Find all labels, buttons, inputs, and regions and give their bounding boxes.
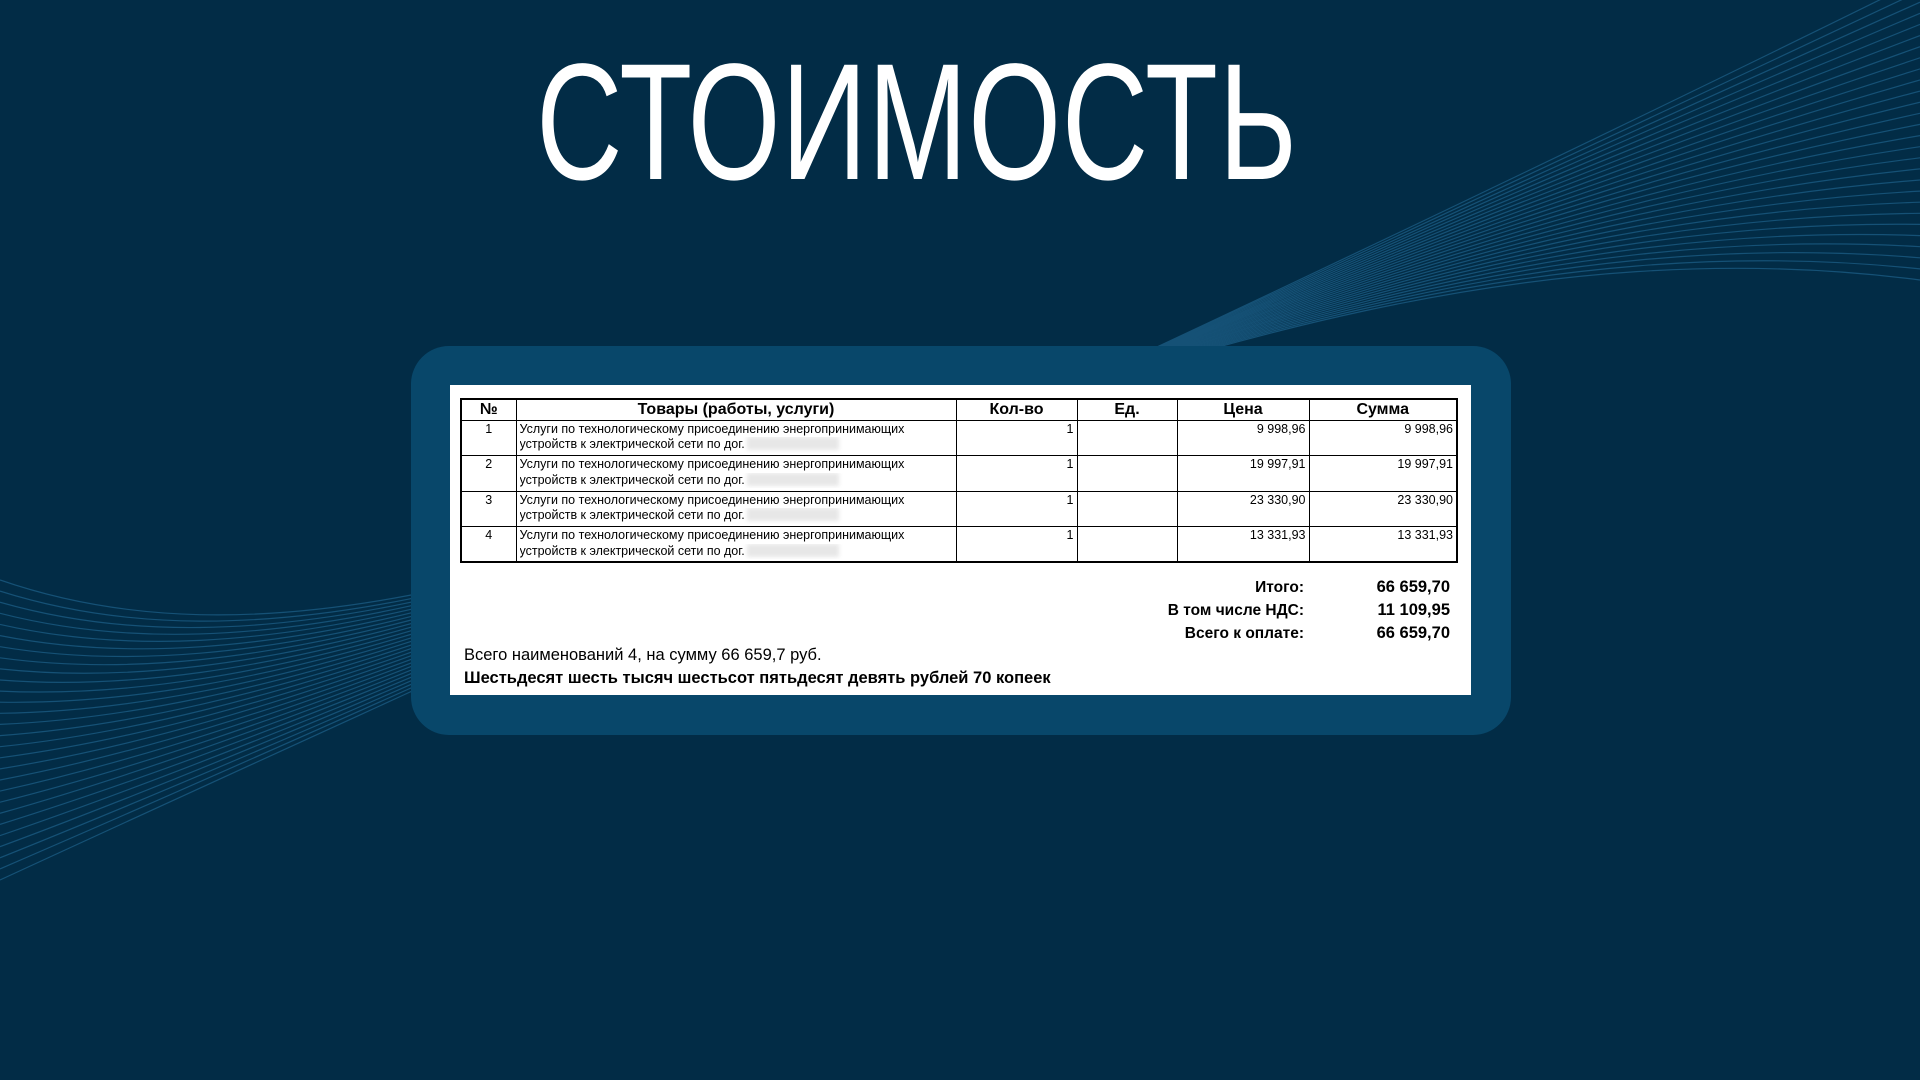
row-price: 23 330,90	[1177, 491, 1309, 527]
row-description-line	[520, 437, 953, 453]
row-price: 19 997,91	[1177, 456, 1309, 492]
table-header-row	[461, 399, 1457, 420]
row-description-line: Услуги по технологическому присоединению энергопринимающих	[519, 492, 905, 507]
items-count-summary: Всего наименований 4, на сумму 66 659,7 руб.	[464, 646, 822, 664]
row-quantity: 1	[956, 491, 1077, 527]
table-row	[461, 420, 1457, 456]
row-number: 3	[461, 491, 516, 527]
row-price: 13 331,93	[1177, 527, 1309, 563]
row-quantity: 1	[956, 527, 1077, 563]
total-row	[1030, 576, 1450, 599]
amount-due-label: Всего к оплате:	[1184, 625, 1304, 642]
row-description-line: Услуги по технологическому присоединению энергопринимающих	[519, 421, 905, 436]
invoice-totals	[1030, 576, 1450, 645]
row-description-text: устройств к электрической сети по дог.	[519, 472, 745, 487]
header-qty: Кол-во	[956, 399, 1077, 420]
header-price: Цена	[1177, 399, 1309, 420]
row-description	[516, 420, 956, 456]
vat-label: В том числе НДС:	[1167, 602, 1304, 619]
table-row	[461, 456, 1457, 492]
header-unit: Ед.	[1077, 399, 1177, 420]
row-price: 9 998,96	[1177, 420, 1309, 456]
invoice-document	[450, 385, 1471, 695]
row-sum: 13 331,93	[1309, 527, 1457, 563]
row-description-line	[520, 473, 953, 489]
row-number: 2	[461, 456, 516, 492]
row-description-line: Услуги по технологическому присоединению энергопринимающих	[519, 457, 905, 471]
table-row	[461, 527, 1457, 563]
row-unit	[1077, 456, 1177, 492]
redacted-contract-number	[747, 437, 839, 450]
row-sum: 19 997,91	[1309, 456, 1457, 492]
redacted-contract-number	[747, 508, 839, 521]
vat-row	[1030, 599, 1450, 622]
page-title: СТОИМОСТЬ	[536, 30, 1298, 215]
row-description	[516, 491, 956, 527]
row-unit	[1077, 420, 1177, 456]
amount-in-words: Шестьдесят шесть тысяч шестьсот пятьдесят девять рублей 70 копеек	[464, 669, 1051, 687]
amount-due-value: 66 659,70	[1376, 624, 1450, 642]
header-sum: Сумма	[1309, 399, 1457, 420]
table-row	[461, 491, 1457, 527]
vat-value: 11 109,95	[1377, 601, 1450, 619]
redacted-contract-number	[747, 473, 839, 486]
amount-due-row	[1030, 622, 1450, 645]
row-sum: 9 998,96	[1309, 420, 1457, 456]
row-description-text: устройств к электрической сети по дог.	[519, 437, 745, 451]
redacted-contract-number	[747, 544, 839, 557]
row-number: 4	[461, 527, 516, 563]
row-description-line	[520, 544, 953, 560]
row-description-text: устройств к электрической сети по дог.	[519, 508, 745, 522]
invoice-table	[460, 398, 1458, 563]
row-description-line: Услуги по технологическому присоединению энергопринимающих	[519, 528, 905, 542]
row-description-text: устройств к электрической сети по дог.	[519, 543, 745, 558]
row-quantity: 1	[956, 420, 1077, 456]
row-description	[516, 527, 956, 563]
row-description-line	[520, 508, 953, 524]
header-name: Товары (работы, услуги)	[516, 399, 956, 420]
total-value: 66 659,70	[1376, 578, 1450, 596]
row-unit	[1077, 491, 1177, 527]
total-label: Итого:	[1255, 579, 1304, 596]
row-number: 1	[461, 420, 516, 456]
row-quantity: 1	[956, 456, 1077, 492]
row-description	[516, 456, 956, 492]
header-num: №	[461, 399, 516, 420]
row-unit	[1077, 527, 1177, 563]
row-sum: 23 330,90	[1309, 491, 1457, 527]
